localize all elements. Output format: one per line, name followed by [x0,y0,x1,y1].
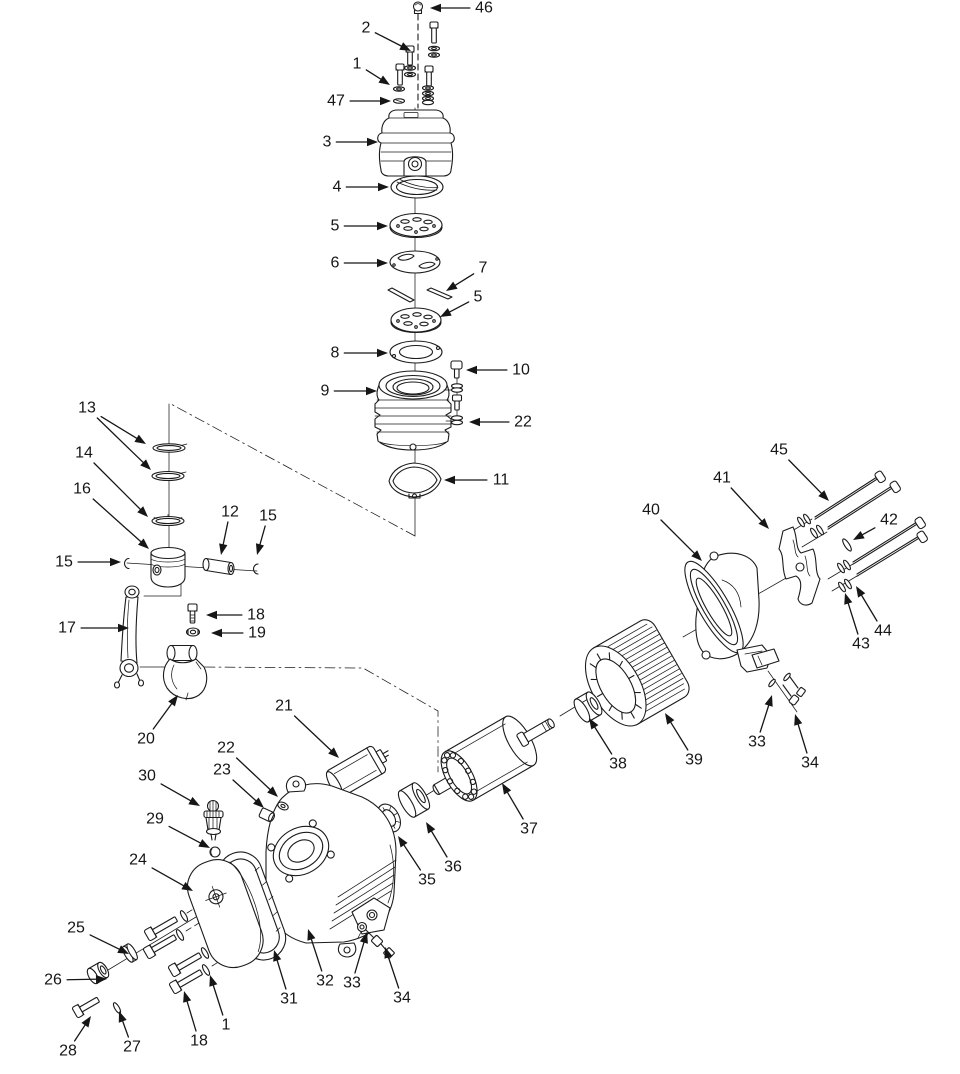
plug-46-part [414,2,423,14]
leader-line [388,955,399,988]
callout-number: 20 [137,730,155,748]
leader-line [93,499,143,544]
callout-11 [444,472,509,489]
callout-number: 36 [444,858,462,876]
callout-number: 22 [514,413,532,431]
callout-38 [589,718,627,773]
arrowhead-icon [134,435,146,444]
reed-valves-7-parts [388,288,452,302]
callout-number: 4 [332,178,342,196]
arrowhead-icon [377,222,388,230]
callout-number: 30 [138,767,156,785]
bolt-28-part [72,994,101,1018]
connecting-rod-17-part [115,586,144,688]
callout-10 [466,362,530,379]
arrowhead-icon [398,836,408,847]
callout-number: 15 [55,553,73,571]
arrowhead-icon [844,593,852,605]
callout-number: 14 [75,444,93,462]
piston-16-part [151,548,185,588]
valve-plate-5-lower-part [391,308,441,333]
callout-5 [331,218,388,235]
callout-number: 8 [330,344,340,362]
breather-30-part [204,801,223,841]
callout-number: 41 [713,469,731,487]
arrowhead-icon [426,822,435,834]
callout-number: 33 [748,733,766,751]
callout-number: 27 [123,1038,141,1056]
arrowhead-icon [119,1011,127,1023]
arrowhead-icon [765,695,773,707]
arrowhead-icon [440,308,452,317]
leader-line [67,979,99,980]
leader-line [860,593,877,621]
callout-number: 47 [327,92,345,110]
callout-number: 32 [316,972,334,990]
callout-4 [333,179,389,196]
arrowhead-icon [853,531,865,540]
arrowhead-icon [502,783,511,795]
callout-22 [469,414,532,431]
leader-line [366,70,383,81]
leader-line [259,526,265,547]
callout-40 [642,502,702,562]
callout-number: 22 [217,739,235,757]
arrowhead-icon [211,629,222,637]
leader-line [233,780,258,803]
arrowhead-icon [589,718,598,730]
callout-18 [183,991,208,1050]
callout-number: 17 [58,619,76,637]
leader-line [447,302,469,313]
arrowhead-icon [183,991,191,1003]
callout-1 [353,56,390,86]
wrist-pin-12-part [203,559,234,575]
callout-29 [146,811,210,849]
arrowhead-icon [469,418,480,426]
callout-number: 5 [473,288,483,306]
callout-21 [275,698,339,759]
callout-number: 40 [642,501,660,519]
callout-number: 16 [73,480,91,498]
leader-line [402,843,420,870]
leader-line [152,868,186,887]
arrowhead-icon [198,839,210,848]
callout-number: 31 [280,990,298,1008]
callout-number: 5 [330,217,340,235]
callout-number: 1 [352,55,362,73]
arrowhead-icon [378,183,389,191]
cylinder-head-3-part [378,110,455,176]
callout-15 [256,508,277,556]
callout-number: 6 [330,254,340,272]
arrowhead-icon [81,1016,91,1027]
arrowhead-icon [367,138,378,146]
callout-24 [129,852,193,892]
piston-rings-13-parts [152,444,187,481]
arrowhead-icon [380,97,391,105]
head-gasket-6-part [390,251,440,273]
callout-number: 35 [418,871,436,889]
leader-line [161,784,193,802]
arrowhead-icon [377,259,388,267]
callout-35 [398,836,436,889]
callout-number: 38 [609,755,627,773]
callout-47 [327,93,391,110]
callout-number: 46 [475,0,493,17]
leader-line [186,999,196,1031]
callout-number: 29 [146,810,164,828]
arrowhead-icon [168,695,178,706]
callout-8 [331,345,388,362]
callout-19 [211,625,266,642]
callout-number: 34 [393,989,411,1007]
callout-31 [273,950,298,1008]
callout-26 [44,972,107,989]
callout-number: 9 [320,382,330,400]
callout-number: 33 [343,974,361,992]
arrowhead-icon [188,797,200,806]
arrowhead-icon [110,558,121,566]
callout-25 [67,920,129,955]
leader-line [506,790,523,819]
callout-number: 10 [512,361,530,379]
callout-number: 45 [770,441,788,459]
leader-line [75,1023,87,1041]
callout-number: 2 [361,19,371,37]
leader-line [669,720,688,750]
arrowhead-icon [366,387,377,395]
callout-number: 1 [221,1016,231,1034]
callout-number: 42 [880,511,898,529]
cylinder-gasket-8-part [390,341,442,363]
leader-line [661,520,696,555]
through-bolts-45-parts [815,470,928,576]
callout-42 [853,512,898,541]
callout-number: 26 [44,971,62,989]
rotor-37-part [420,698,567,815]
arrowhead-icon [466,366,477,374]
callout-number: 34 [801,754,819,772]
stator-39-part [573,616,693,736]
arrowhead-icon [856,586,865,598]
leader-line [375,33,404,48]
callout-number: 18 [190,1032,208,1050]
callout-number: 23 [213,761,231,779]
callout-layer [44,0,898,1060]
arrowhead-icon [444,476,455,484]
leader-line [94,463,142,511]
callout-45 [770,442,829,502]
center-axis-lines [108,14,857,970]
callout-number: 44 [874,622,892,640]
leader-line [731,488,763,523]
callout-12 [219,504,239,556]
callout-number: 25 [67,919,85,937]
retaining-ring-15-left-part [125,559,130,569]
head-gasket-4-part [391,176,443,198]
callout-41 [713,470,769,530]
callout-1 [209,975,230,1034]
callout-33 [748,695,773,751]
callout-46 [430,0,493,17]
callout-6 [331,255,388,272]
leader-line [90,935,122,951]
leader-line [797,722,807,753]
leader-line [789,460,824,495]
bearing-plate-41-part [779,527,820,605]
callout-34 [384,947,411,1007]
unloader-parts-33-34-right [752,649,806,706]
retaining-ring-15-right-part [254,564,259,574]
callout-23 [213,762,264,809]
callout-30 [138,768,200,807]
callout-number: 3 [322,133,332,151]
leader-line [847,601,857,634]
bearing-36-part [395,781,433,820]
callout-2 [362,20,411,52]
callout-number: 28 [59,1042,77,1060]
arrowhead-icon [219,543,227,555]
leader-line [760,703,769,732]
eccentric-20-part [163,646,206,701]
arrowhead-icon [430,4,441,12]
valve-plate-5-upper-part [390,214,442,238]
arrowhead-icon [446,282,458,291]
callout-number: 18 [247,606,265,624]
callout-28 [59,1016,91,1060]
base-gasket-11-part [389,463,441,498]
callout-36 [426,822,462,876]
callout-5 [440,289,483,318]
callout-37 [502,783,538,838]
callout-20 [137,695,178,748]
washer-27-part [112,1002,122,1015]
leader-line [223,522,228,547]
leader-line [295,716,334,753]
rod-bolt-18-part [188,604,197,623]
callout-44 [856,586,892,640]
arrowhead-icon [794,714,802,726]
leader-line [430,829,447,857]
callout-number: 39 [685,751,703,769]
callout-39 [665,713,703,769]
cylinder-9-part [375,371,451,450]
leader-line [212,983,222,1015]
callout-7 [446,260,488,292]
rod-nut-19-part [187,628,200,636]
leader-line [453,274,474,287]
callout-9 [321,383,377,400]
leader-line [169,826,203,844]
arrowhead-icon [665,713,674,725]
arrowhead-icon [206,611,217,619]
callout-number: 15 [259,507,277,525]
check-ball-29-part [210,847,220,857]
callout-3 [323,134,378,151]
arrowhead-icon [209,975,217,987]
leader-line [153,701,173,729]
callout-number: 7 [478,259,488,277]
callout-number: 11 [492,471,510,489]
callout-27 [119,1011,141,1056]
callout-number: 12 [221,503,239,521]
callout-15 [55,554,121,571]
leader-line [355,940,365,973]
callout-18 [206,607,265,624]
callout-number: 19 [248,624,266,642]
callout-17 [58,620,129,637]
callout-number: 43 [852,635,870,653]
arrowhead-icon [256,543,264,555]
leader-line [101,417,139,440]
callout-34 [794,714,819,772]
leader-line [237,758,273,792]
oil-ring-14-part [152,515,184,526]
callout-16 [73,481,149,550]
callout-number: 37 [520,820,538,838]
leader-line [276,958,286,989]
arrowhead-icon [377,349,388,357]
leader-line [593,725,611,754]
callout-number: 21 [275,697,293,715]
arrowhead-icon [378,76,390,85]
callout-number: 24 [129,851,147,869]
callout-number: 13 [78,399,96,417]
